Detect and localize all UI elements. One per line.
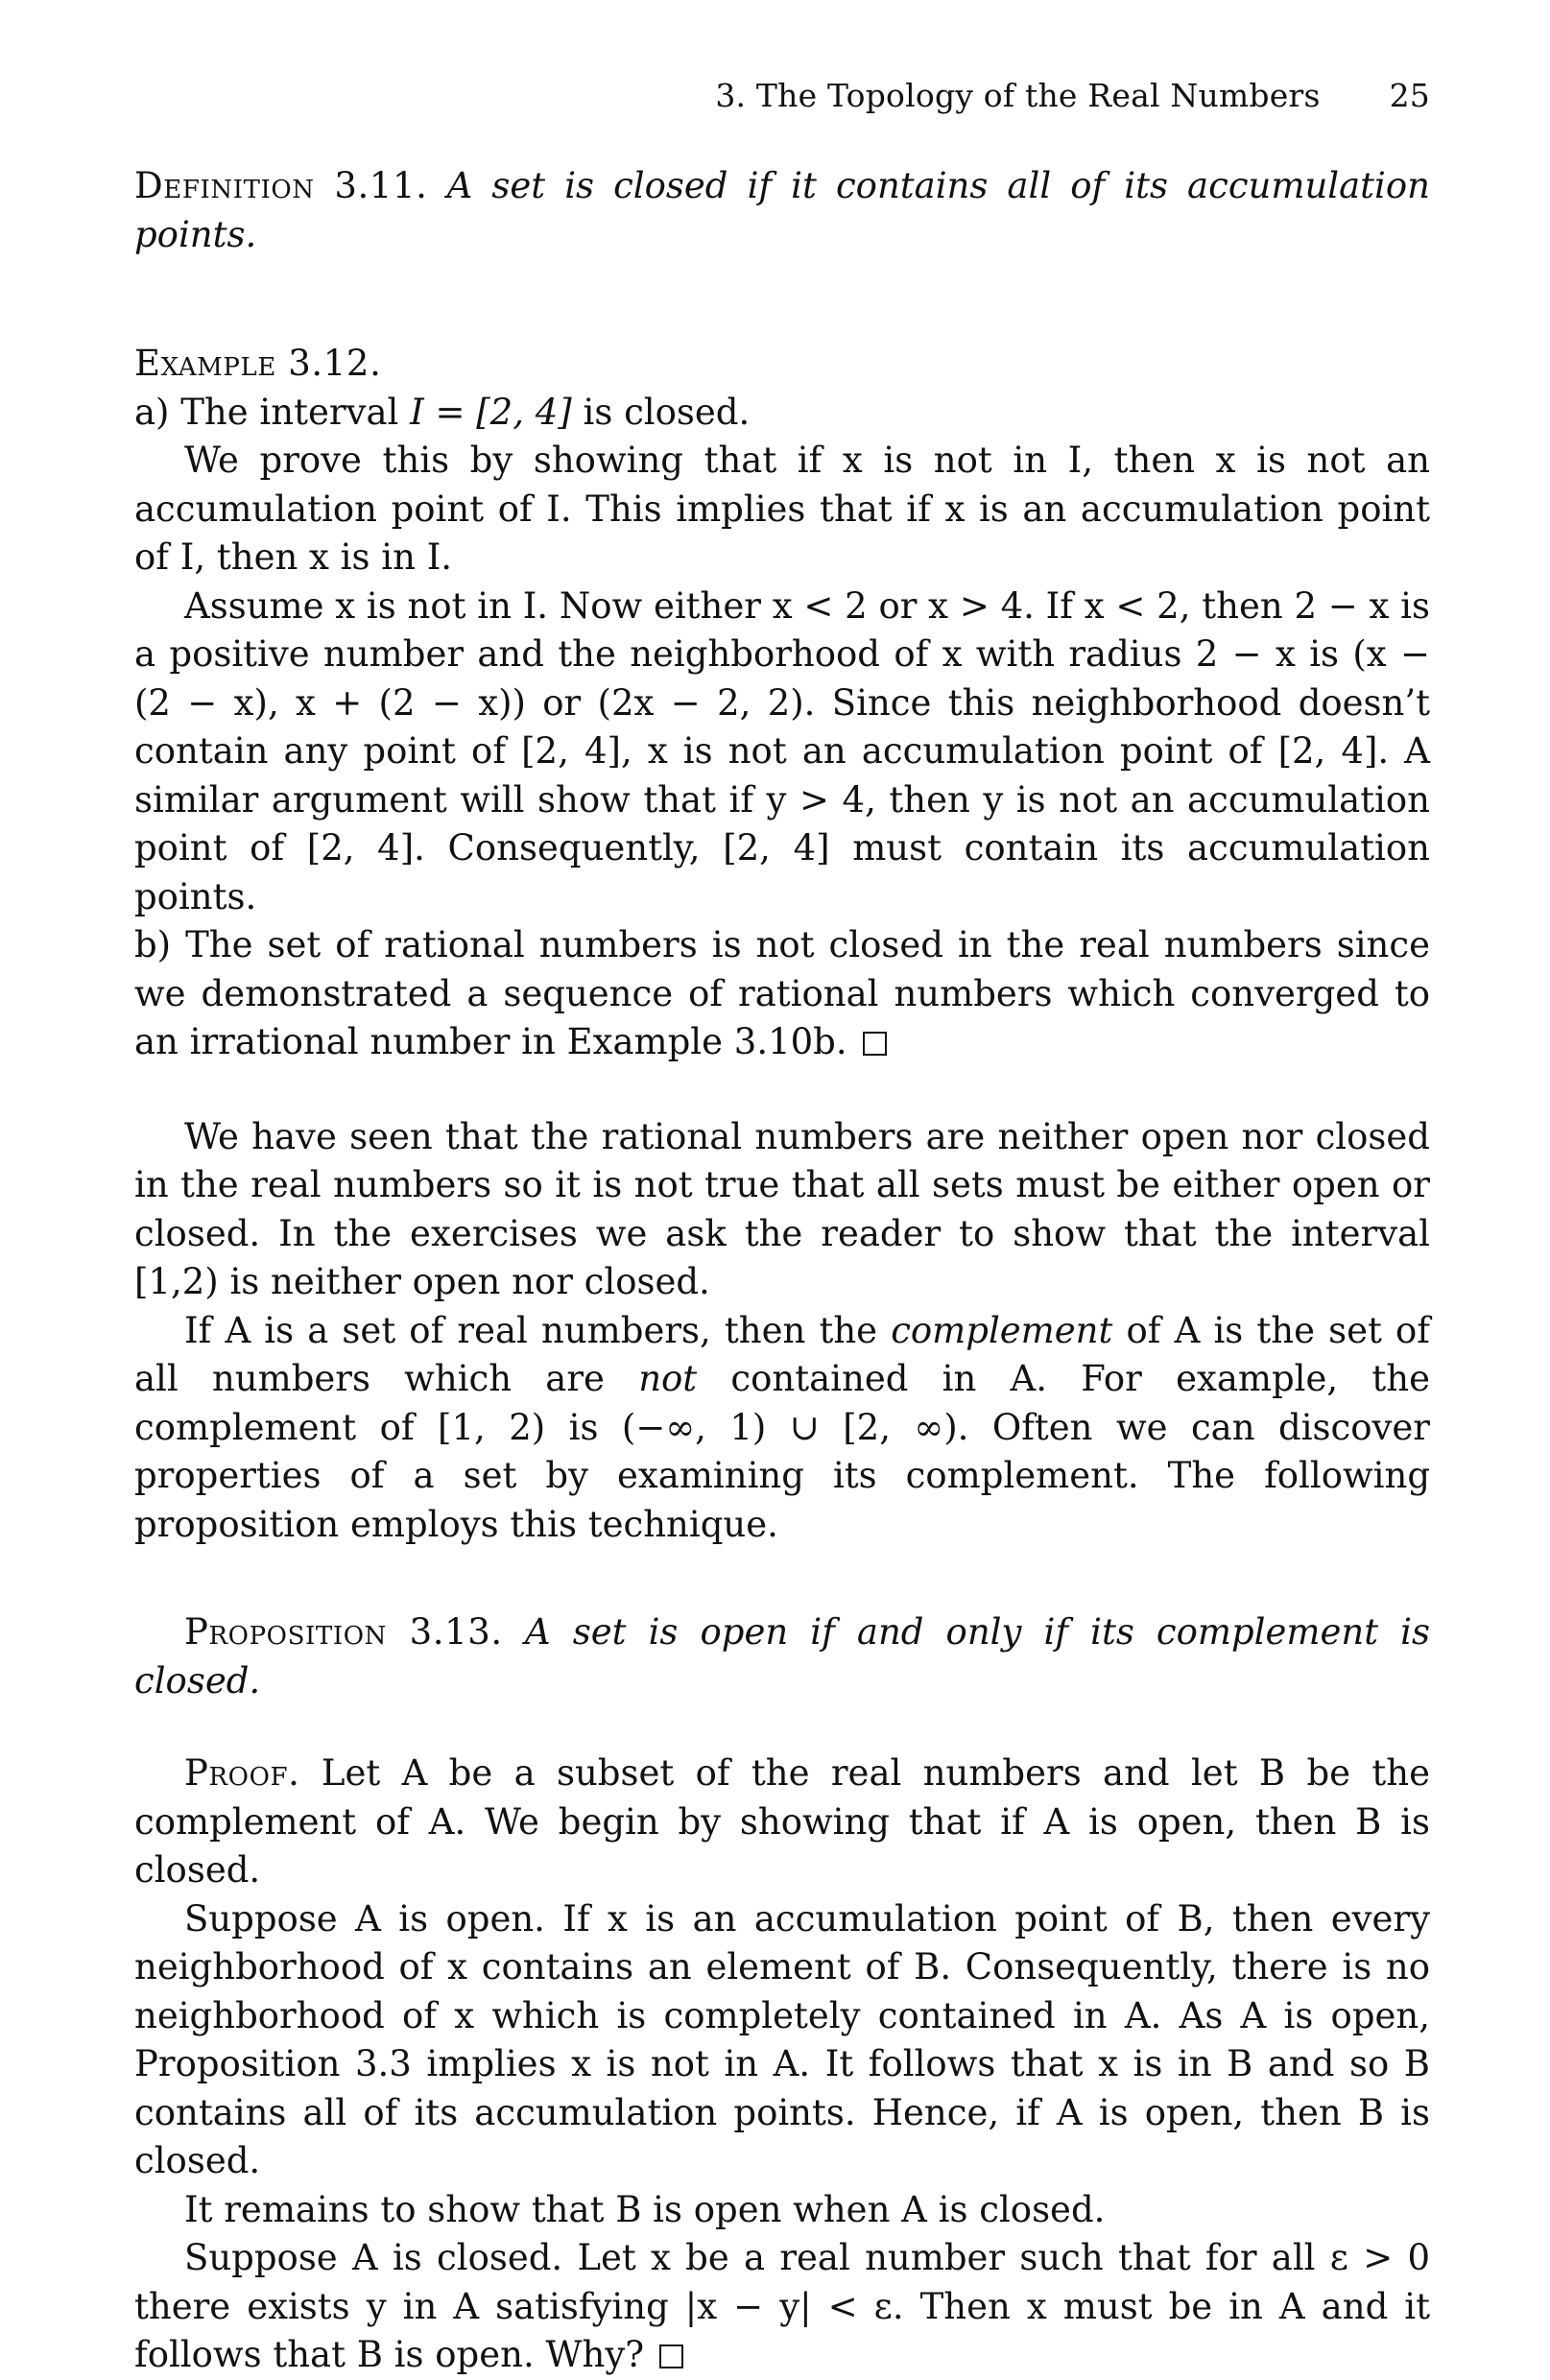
discussion-paragraph-2: If A is a set of real numbers, then the complement of A is the set of all numbers which are not contained in A. For example, the complement of [1, 2) is (−∞, 1) ∪ [2, ∞). Often we can discover properties of a set by examining its complement. The following proposition employs this technique. bbox=[134, 1309, 1430, 1545]
proof-paragraph-2: Suppose A is open. If x is an accumulation point of B, then every neighborhood of x contains an element of B. Consequently, there is no neighborhood of x which is completely contained in A. As A is open, Proposition 3.3 implies x is not in A. It follows that x is in B and so B contains all of its accumulation points. Hence, if A is open, then B is closed. bbox=[134, 1897, 1430, 2181]
running-header bbox=[134, 77, 1430, 114]
definition-label: Definition 3.11. bbox=[134, 165, 428, 206]
textbook-page bbox=[134, 77, 1430, 2380]
proof-paragraph-1: Proof. Let A be a subset of the real numbers and let B be the complement of A. We begin by showing that if A is open, then B is closed. bbox=[134, 1752, 1430, 1891]
discussion bbox=[134, 1113, 1430, 1550]
proof-paragraph-4: Suppose A is closed. Let x be a real number such that for all ε > 0 there exists y in A satisfying |x − y| < ε. Then x must be in A and it follows that B is open. Why? bbox=[134, 2237, 1430, 2375]
example-part-a-paragraph-1: We prove this by showing that if x is not in I, then x is not an accumulation point of I. This implies that if x is an accumulation point of I, then x is in I. bbox=[134, 440, 1430, 578]
running-title: 3. The Topology of the Real Numbers bbox=[715, 77, 1321, 114]
example-part-a-statement: a) The interval I = [2, 4] is closed. bbox=[134, 391, 751, 433]
proof-label: Proof. bbox=[184, 1752, 300, 1794]
discussion-paragraph-1: We have seen that the rational numbers are neither open nor closed in the real numbers so it is not true that all sets must be either open or closed. In the exercises we ask the reader to show that the interval [1,2) is neither open nor closed. bbox=[134, 1115, 1430, 1302]
definition-text: A set is closed if it contains all of its accumulation points. bbox=[134, 165, 1430, 255]
proposition-3-13 bbox=[134, 1608, 1430, 1705]
interval-math: I = [2, 4] bbox=[410, 391, 572, 433]
proof bbox=[134, 1749, 1430, 2380]
example-part-a-paragraph-2: Assume x is not in I. Now either x < 2 or x > 4. If x < 2, then 2 − x is a positive number and the neighborhood of x with radius 2 − x is (x − (2 − x), x + (2 − x)) or (2x − 2, 2). Since this neighborhood doesn’t contain any point of [2, 4], x is not an accumulation point of [2, 4]. A similar argument will show that if y > 4, then y is not an accumulation point of [2, 4]. Consequently, [2, 4] must contain its accumulation points. bbox=[134, 584, 1430, 917]
example-label: Example 3.12. bbox=[134, 343, 382, 384]
qed-box-icon bbox=[659, 2344, 683, 2368]
proposition-text: A set is open if and only if its complement is closed. bbox=[134, 1611, 1430, 1702]
complement-emphasis: complement bbox=[891, 1309, 1113, 1351]
proof-paragraph-3: It remains to show that B is open when A is closed. bbox=[184, 2188, 1106, 2230]
definition-3-11 bbox=[134, 162, 1430, 259]
not-emphasis: not bbox=[638, 1358, 698, 1399]
proposition-label: Proposition 3.13. bbox=[184, 1611, 503, 1653]
qed-box-icon bbox=[863, 1032, 887, 1056]
example-3-12 bbox=[134, 340, 1430, 1067]
example-part-b: b) The set of rational numbers is not closed in the real numbers since we demonstrated a sequence of rational numbers which converged to an irrational number in Example 3.10b. bbox=[134, 924, 1430, 1062]
page-number: 25 bbox=[1389, 77, 1430, 114]
